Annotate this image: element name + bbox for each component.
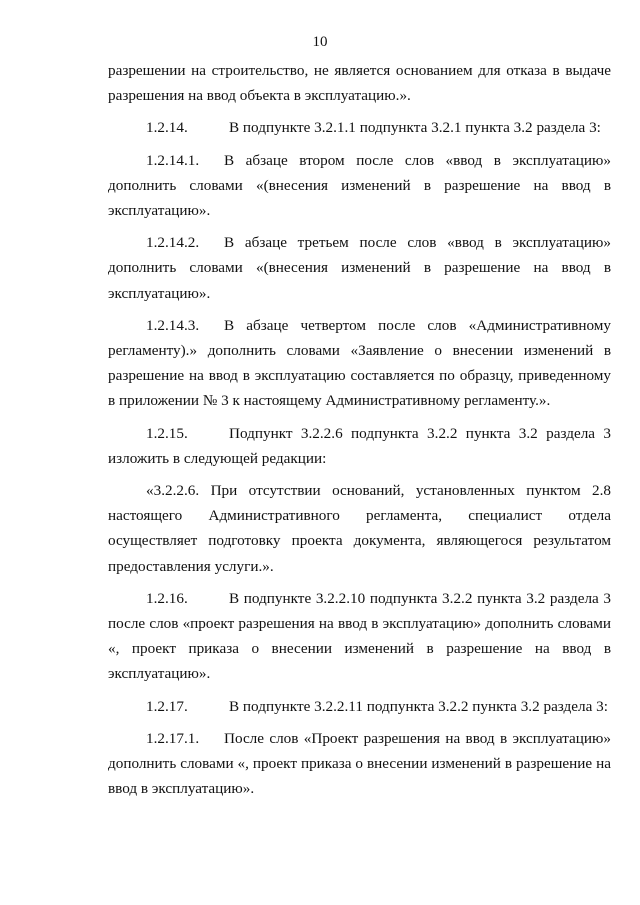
paragraph-text: В подпункте 3.2.2.11 подпункта 3.2.2 пункта 3.2 раздела 3: bbox=[229, 697, 608, 715]
paragraph-number: 1.2.17.1. bbox=[146, 729, 200, 747]
paragraph-number: 1.2.14. bbox=[146, 119, 188, 137]
paragraph-number: 1.2.16. bbox=[146, 589, 188, 607]
paragraph-1-2-14-3 bbox=[108, 313, 611, 414]
paragraph-1-2-14-2 bbox=[108, 230, 611, 306]
paragraph-text: В подпункте 3.2.1.1 подпункта 3.2.1 пункта 3.2 раздела 3: bbox=[229, 119, 601, 137]
paragraph-text: В подпункте 3.2.2.10 подпункта 3.2.2 пункта 3.2 раздела 3 после слов «проект разрешения на ввод в эксплуатацию» дополнить словами «, проект приказа о внесении изменений в разрешение на ввод в эксплуатацию». bbox=[108, 589, 611, 683]
paragraph-1-2-15 bbox=[108, 421, 611, 471]
document-body bbox=[108, 58, 611, 808]
paragraph-1-2-14 bbox=[108, 115, 611, 140]
paragraph-text: В абзаце третьем после слов «ввод в эксплуатацию» дополнить словами «(внесения изменений в разрешение на ввод в эксплуатацию». bbox=[108, 234, 611, 302]
paragraph-1-2-14-1 bbox=[108, 148, 611, 224]
paragraph-quoted-3-2-2-6 bbox=[108, 478, 611, 579]
paragraph-text: разрешении на строительство, не является основанием для отказа в выдаче разрешения на ввод объекта в эксплуатацию.». bbox=[108, 62, 611, 105]
paragraph-1-2-16 bbox=[108, 586, 611, 687]
paragraph-1-2-17 bbox=[108, 694, 611, 719]
paragraph-number: 1.2.17. bbox=[146, 697, 188, 715]
page-number: 10 bbox=[312, 34, 328, 50]
paragraph-text: В абзаце втором после слов «ввод в эксплуатацию» дополнить словами «(внесения изменений в разрешение на ввод в эксплуатацию». bbox=[108, 151, 611, 220]
paragraph-number: 1.2.15. bbox=[146, 424, 188, 442]
paragraph-text: В абзаце четвертом после слов «Административному регламенту).» дополнить словами «Заявление о внесении изменений в разрешение на ввод в эксплуатацию составляется по образцу, приведенному в приложении № 3 к настоящему Административному регламенту.». bbox=[108, 316, 611, 410]
paragraph-text: Подпункт 3.2.2.6 подпункта 3.2.2 пункта 3.2 раздела 3 изложить в следующей редакции: bbox=[108, 424, 611, 467]
paragraph-text: После слов «Проект разрешения на ввод в эксплуатацию» дополнить словами «, проект приказа о внесении изменений в разрешение на ввод в эксплуатацию». bbox=[108, 729, 611, 798]
paragraph-number: 1.2.14.2. bbox=[146, 234, 200, 252]
paragraph-number: 1.2.14.3. bbox=[146, 316, 200, 334]
paragraph-1-2-17-1 bbox=[108, 726, 611, 802]
paragraph-number: 1.2.14.1. bbox=[146, 151, 200, 169]
paragraph-text: «3.2.2.6. При отсутствии оснований, установленных пунктом 2.8 настоящего Административного регламента, специалист отдела осуществляет подготовку проекта документа, являющегося результатом предоставления услуги.». bbox=[108, 482, 611, 575]
paragraph-continuation bbox=[108, 58, 611, 108]
